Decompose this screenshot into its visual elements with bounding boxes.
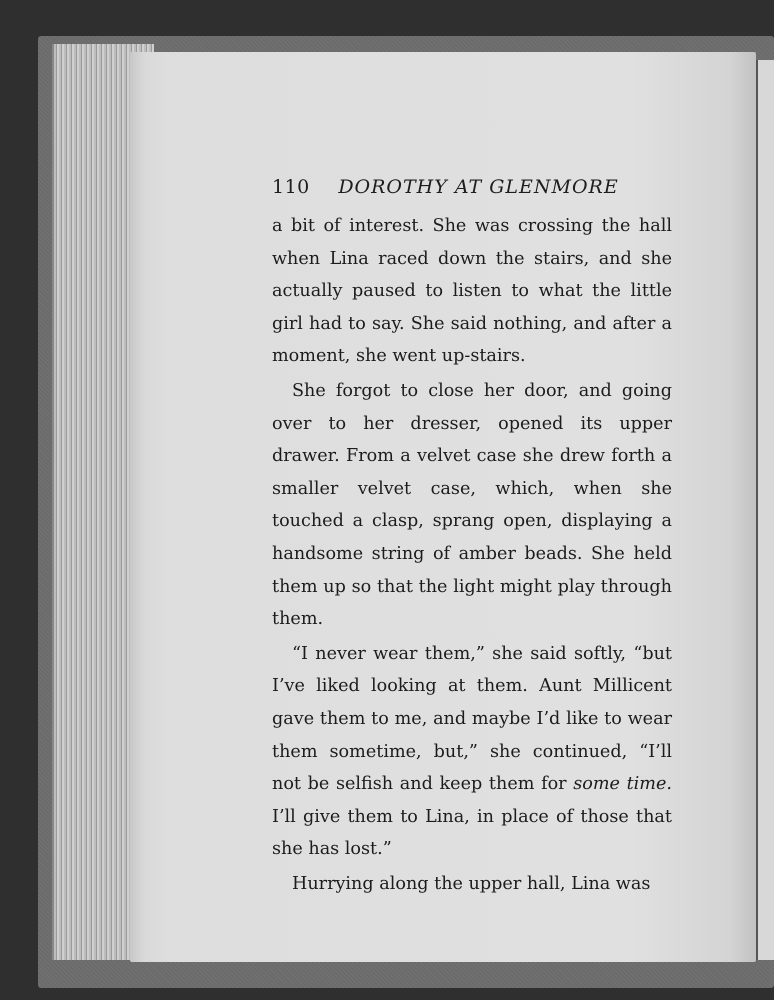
paragraph-3-end: I’ll give them to Lina, in place of those that she has lost.” [272, 806, 672, 860]
paragraph-3 [272, 638, 672, 866]
facing-page-edge [756, 60, 774, 960]
paragraph-3-start: “I never wear them,” she said softly, “but I’ve liked looking at them. Aunt Millicent gave them to me, and maybe I’d like to wear them sometime, but,” she continued, “I’ll not be selfish and keep them for [272, 643, 672, 795]
paragraph-2: She forgot to close her door, and going over to her dresser, opened its upper drawer. From a velvet case she drew forth a smaller velvet case, which, when she touched a clasp, sprang open, displaying a handsome string of amber beads. She held them up so that the light might play through them. [272, 380, 672, 630]
page-header [272, 176, 619, 198]
paragraph-4: Hurrying along the upper hall, Lina was [292, 873, 651, 894]
paragraph-1: a bit of interest. She was crossing the hall when Lina raced down the stairs, and she actually paused to listen to what the little girl had to say. She said nothing, and after a moment, she went up-stairs. [272, 216, 672, 367]
body-text [272, 210, 672, 900]
paragraph-3-italic: some time. [573, 774, 672, 795]
running-title: DOROTHY AT GLENMORE [338, 176, 619, 198]
page-number: 110 [272, 176, 310, 198]
